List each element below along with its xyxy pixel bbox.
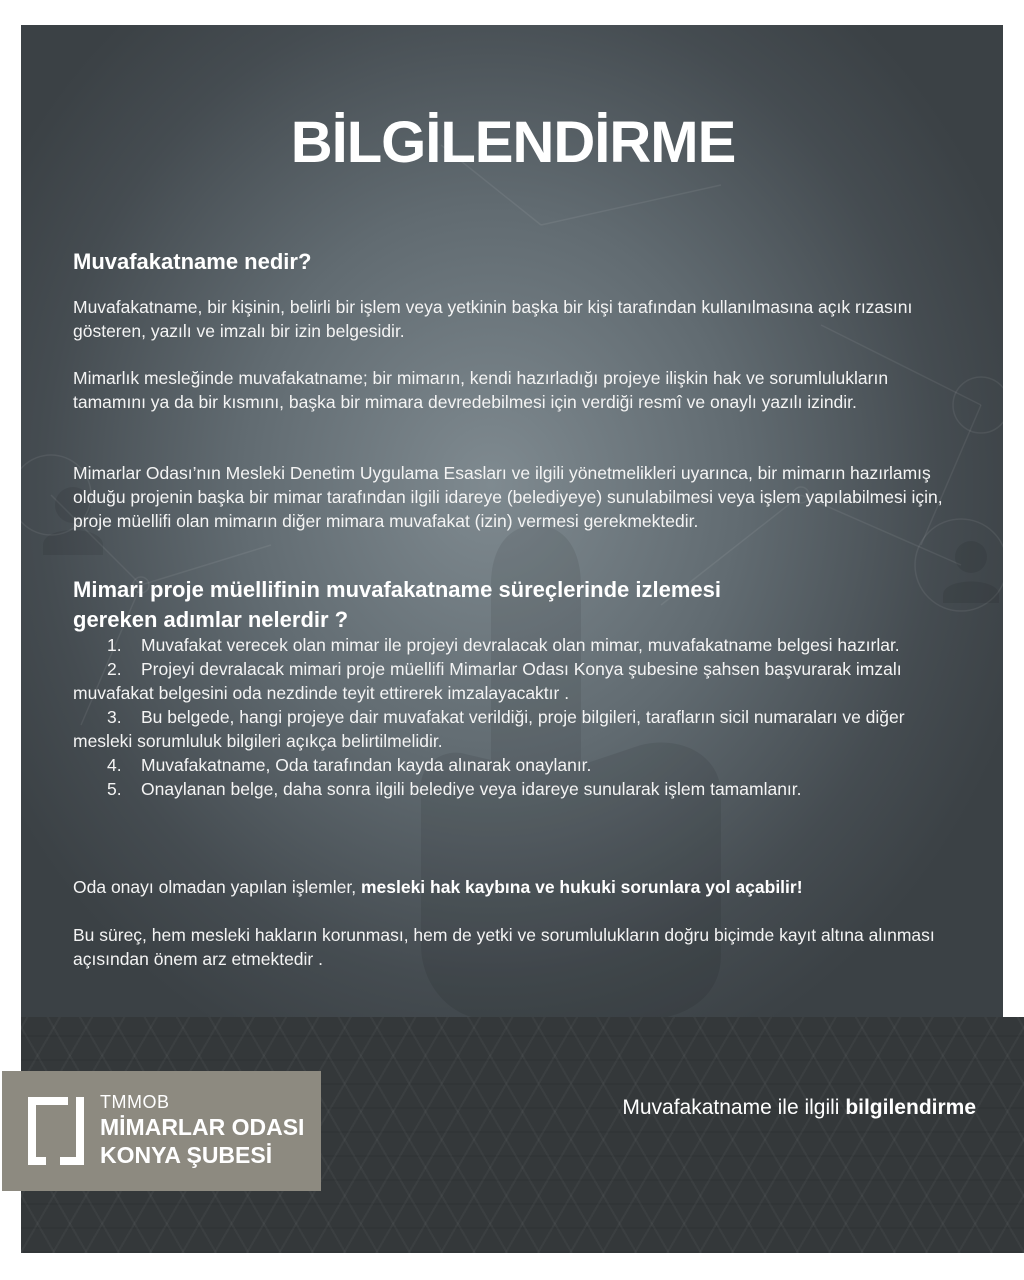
logo-line-chamber: MİMARLAR ODASI [100, 1114, 305, 1140]
info-panel [21, 25, 1003, 1020]
tagline-bold: bilgilendirme [845, 1096, 976, 1119]
section-heading-what-is: Muvafakatname nedir? [73, 249, 312, 274]
list-item: 3. Bu belgede, hangi projeye dair muvafakat verildiği, proje bilgileri, tarafların sicil numaraları ve diğer mesleki sorumluluk bilgileri açıkça belirtilmelidir. [73, 707, 905, 751]
warning-bold: mesleki hak kaybına ve hukuki sorunlara yol açabilir! [360, 877, 803, 897]
tagline-normal: Muvafakatname ile ilgili [622, 1096, 846, 1119]
footer-tagline [470, 1096, 976, 1120]
list-item: 5. Onaylanan belge, daha sonra ilgili belediye veya idareye sunularak işlem tamamlanır. [107, 779, 802, 799]
list-item: 2. Projeyi devralacak mimari proje müellifi Mimarlar Odası Konya şubesine şahsen başvurarak imzalı muvafakat belgesini oda nezdinde teyit ettirerek imzalayacaktır . [73, 659, 902, 703]
section-heading-steps [73, 575, 721, 635]
warning-paragraph [73, 875, 953, 899]
paragraph-regulation: Mimarlar Odası’nın Mesleki Denetim Uygulama Esasları ve ilgili yönetmelikleri uyarınca, bir mimarın hazırlamış olduğu projenin başka bir mimar tarafından ilgili idareye (belediyeye) sunulabilmesi veya işlem yapılabilmesi için, proje müellifi olan mimarın diğer mimara muvafakat (izin) vermesi gerekmektedir. [73, 463, 943, 531]
logo-bracket-icon [20, 1091, 92, 1171]
list-item: 4. Muvafakatname, Oda tarafından kayda alınarak onaylanır. [107, 755, 592, 775]
page-title: BİLGİLENDİRME [290, 110, 736, 175]
heading-line-1: Mimari proje müellifinin muvafakatname süreçlerinde izlemesi [73, 577, 722, 602]
warning-text: Oda onayı olmadan yapılan işlemler, [73, 877, 361, 897]
list-item: 1. Muvafakat verecek olan mimar ile projeyi devralacak olan mimar, muvafakatname belgesi hazırlar. [107, 635, 900, 655]
closing-paragraph: Bu süreç, hem mesleki hakların korunması, hem de yetki ve sorumlulukların doğru biçimde kayıt altına alınması açısından önem arz etmektedir . [73, 925, 935, 969]
logo-line-branch: KONYA ŞUBESİ [100, 1142, 273, 1168]
logo-line-tmmob: TMMOB [100, 1092, 170, 1112]
paragraph-architecture: Mimarlık mesleğinde muvafakatname; bir mimarın, kendi hazırladığı projeye ilişkin hak ve sorumlulukların tamamını ya da bir kısmını, başka bir mimara devredebilmesi için verdiği resmî ve onaylı yazılı izindir. [73, 368, 889, 412]
logo-text [100, 1091, 304, 1169]
steps-list [73, 633, 963, 801]
logo [2, 1071, 321, 1191]
paragraph-definition: Muvafakatname, bir kişinin, belirli bir işlem veya yetkinin başka bir kişi tarafından kullanılmasına açık rızasını gösteren, yazılı ve imzalı bir izin belgesidir. [73, 297, 913, 341]
heading-line-2: gereken adımlar nelerdir ? [73, 607, 349, 632]
